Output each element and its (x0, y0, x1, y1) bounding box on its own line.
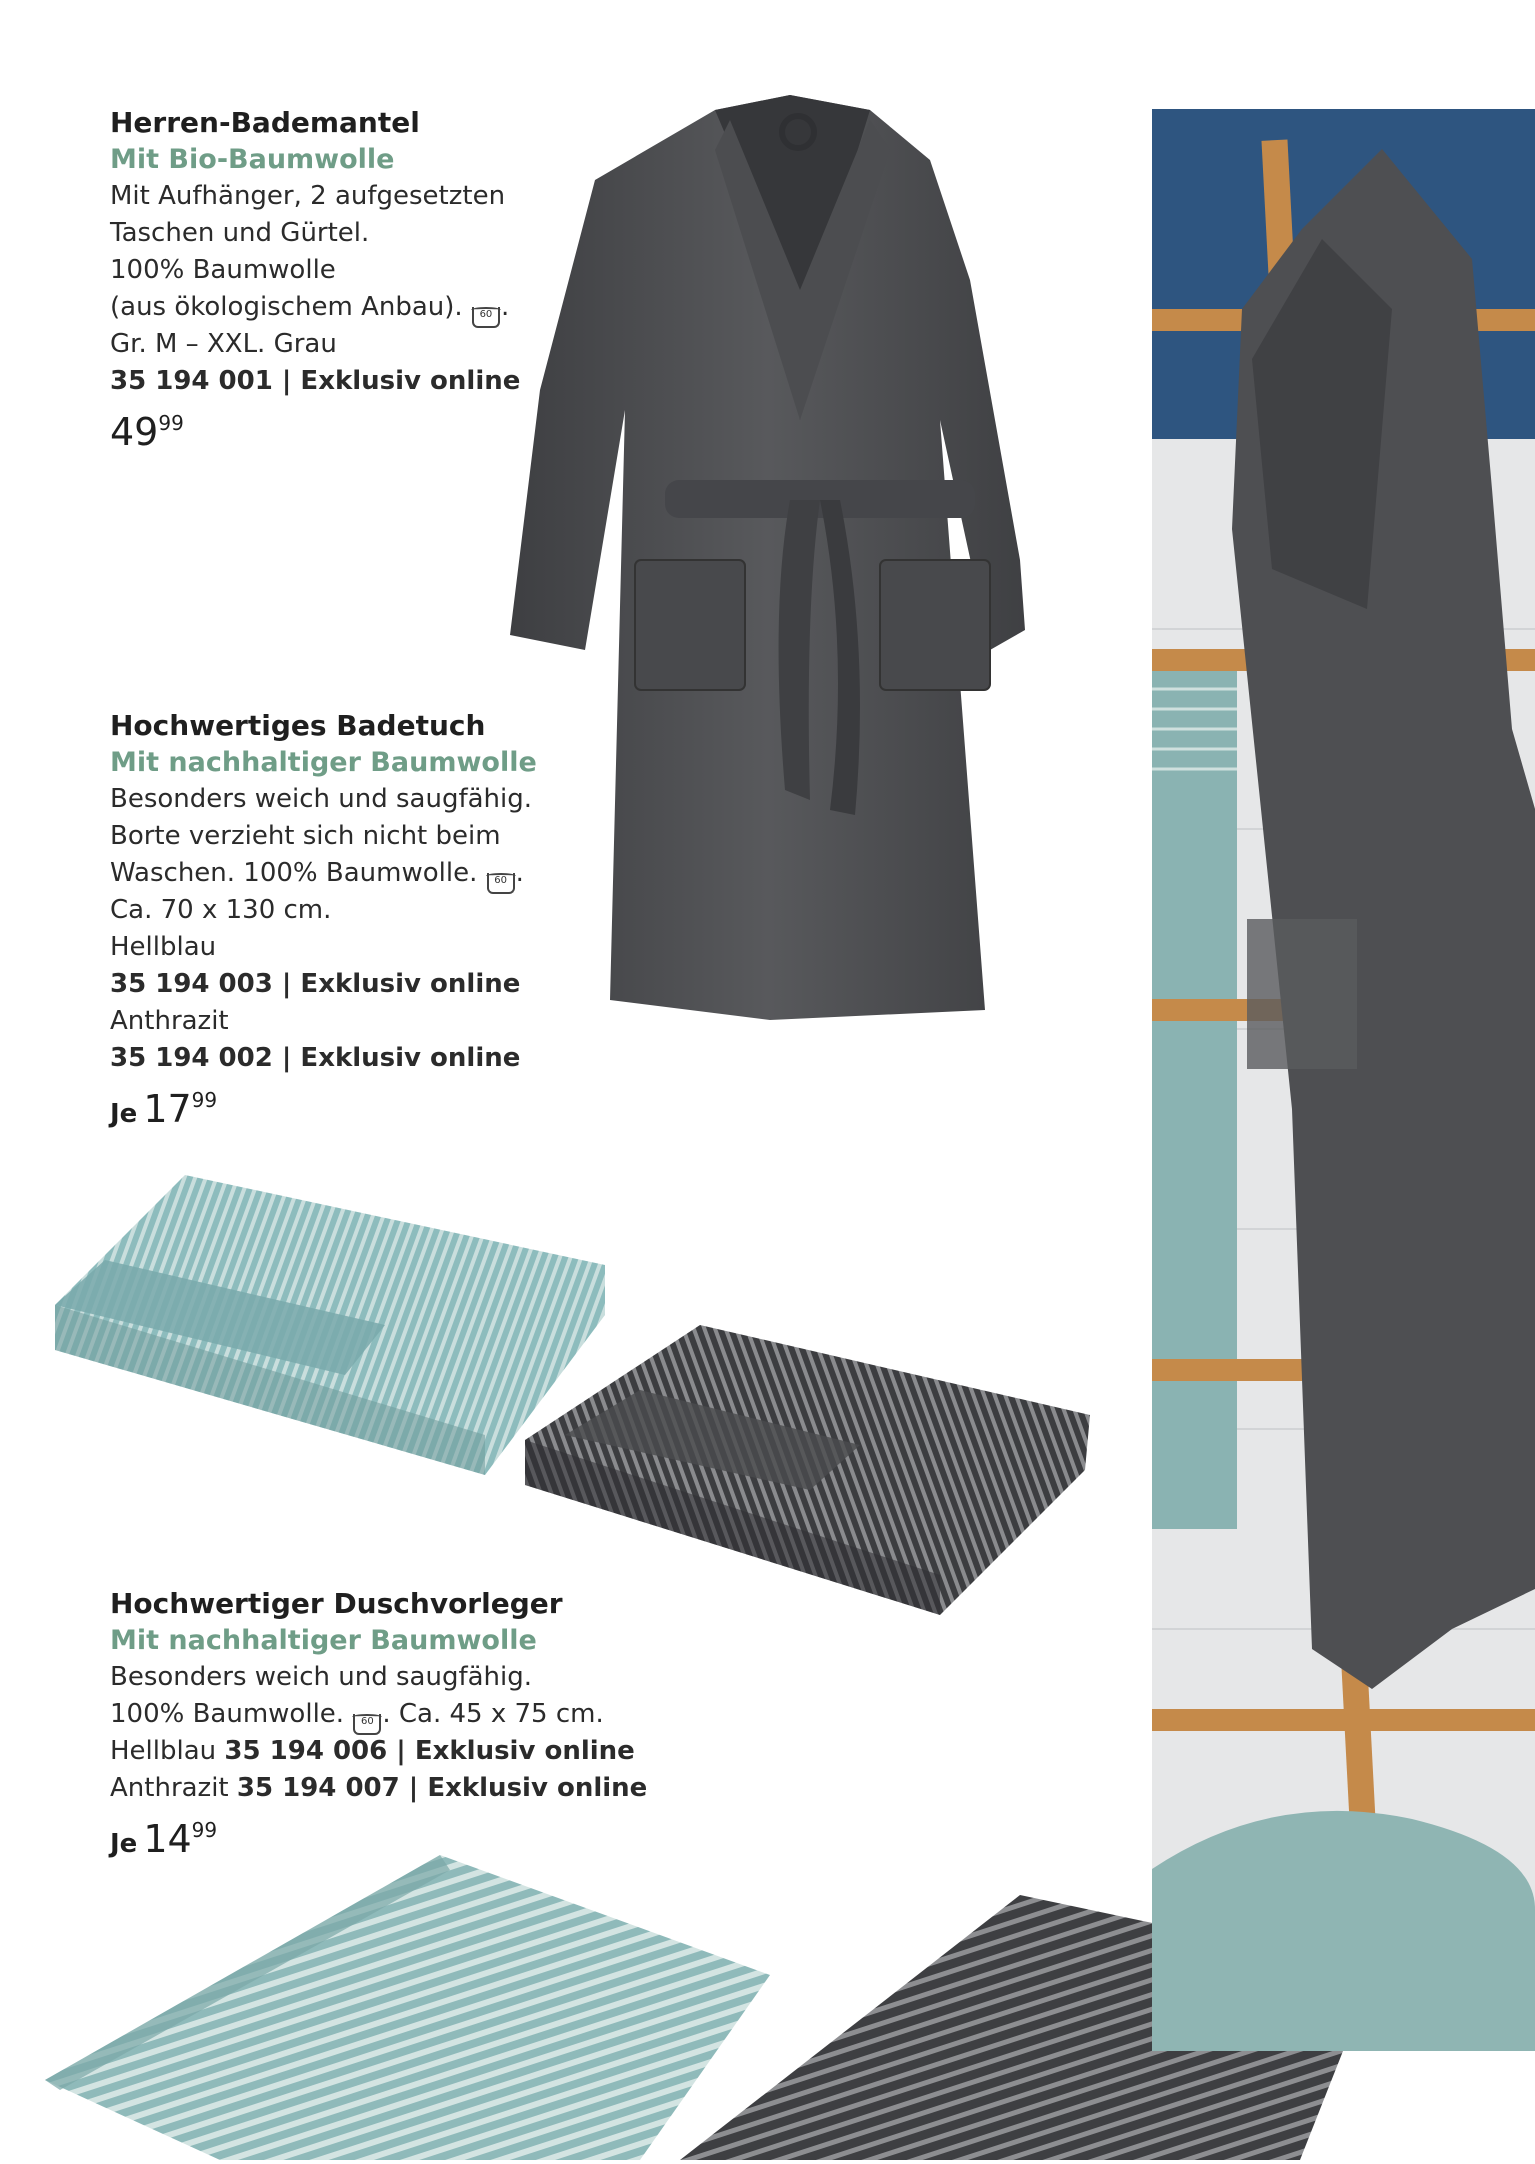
price-cents: 99 (191, 1088, 218, 1112)
sku-text: 35 194 006 | Exklusiv online (224, 1736, 635, 1766)
product-description: Mit Aufhänger, 2 aufgesetzten (110, 181, 506, 211)
product-size-color: Gr. M – XXL. Grau (110, 329, 337, 359)
product-description: Besonders weich und saugfähig. (110, 1662, 533, 1692)
product-description: Borte verzieht sich nicht beim (110, 821, 501, 851)
description-text: Waschen. 100% Baumwolle. (110, 858, 478, 888)
bathroom-scene-image (1152, 109, 1535, 2051)
product-sku (110, 1040, 630, 1077)
product-description: Taschen und Gürtel. (110, 218, 370, 248)
bathrobe-image (500, 90, 1120, 1020)
product-price (110, 1087, 630, 1133)
sku-text: 35 194 001 | Exklusiv online (110, 366, 521, 396)
description-text: (aus ökologischem Anbau). (110, 292, 463, 322)
mat-blue-image (40, 1850, 770, 2160)
price-main: 49 (110, 410, 159, 454)
sku-text: 35 194 003 | Exklusiv online (110, 969, 521, 999)
product-subtitle: Mit nachhaltiger Baumwolle (110, 747, 537, 778)
product-subtitle: Mit Bio-Baumwolle (110, 144, 395, 175)
product-title: Hochwertiges Badetuch (110, 709, 486, 742)
product-title: Herren-Bademantel (110, 106, 420, 139)
color-name: Anthrazit (110, 1773, 229, 1803)
color-name: Hellblau (110, 1736, 217, 1766)
product-subtitle: Mit nachhaltiger Baumwolle (110, 1625, 537, 1656)
color-name: Hellblau (110, 932, 217, 962)
product-description: 100% Baumwolle (110, 255, 336, 285)
wash-60-icon: 60 (353, 1714, 381, 1735)
description-text: 100% Baumwolle. (110, 1699, 345, 1729)
description-text: . (500, 292, 510, 322)
sku-text: 35 194 007 | Exklusiv online (236, 1773, 648, 1803)
wash-60-icon: 60 (472, 307, 500, 328)
price-main: 17 (143, 1087, 192, 1131)
description-text: . Ca. 45 x 75 cm. (382, 1699, 604, 1729)
price-cents: 99 (191, 1818, 218, 1842)
price-prefix: Je (110, 1099, 138, 1129)
product-description: Besonders weich und saugfähig. (110, 784, 533, 814)
product-title: Hochwertiger Duschvorleger (110, 1587, 563, 1620)
price-main: 14 (143, 1817, 192, 1861)
price-prefix: Je (110, 1829, 138, 1859)
color-sku-line (110, 1733, 670, 1770)
product-size: Ca. 70 x 130 cm. (110, 895, 332, 925)
product-shower-mat (110, 1585, 670, 1863)
wash-60-icon: 60 (487, 873, 515, 894)
product-description (110, 1696, 670, 1733)
price-cents: 99 (158, 411, 184, 435)
color-name: Anthrazit (110, 1006, 229, 1036)
towel-grey-image (520, 1325, 1095, 1615)
description-text: . (515, 858, 524, 888)
color-sku-line (110, 1770, 670, 1807)
sku-text: 35 194 002 | Exklusiv online (110, 1043, 521, 1073)
